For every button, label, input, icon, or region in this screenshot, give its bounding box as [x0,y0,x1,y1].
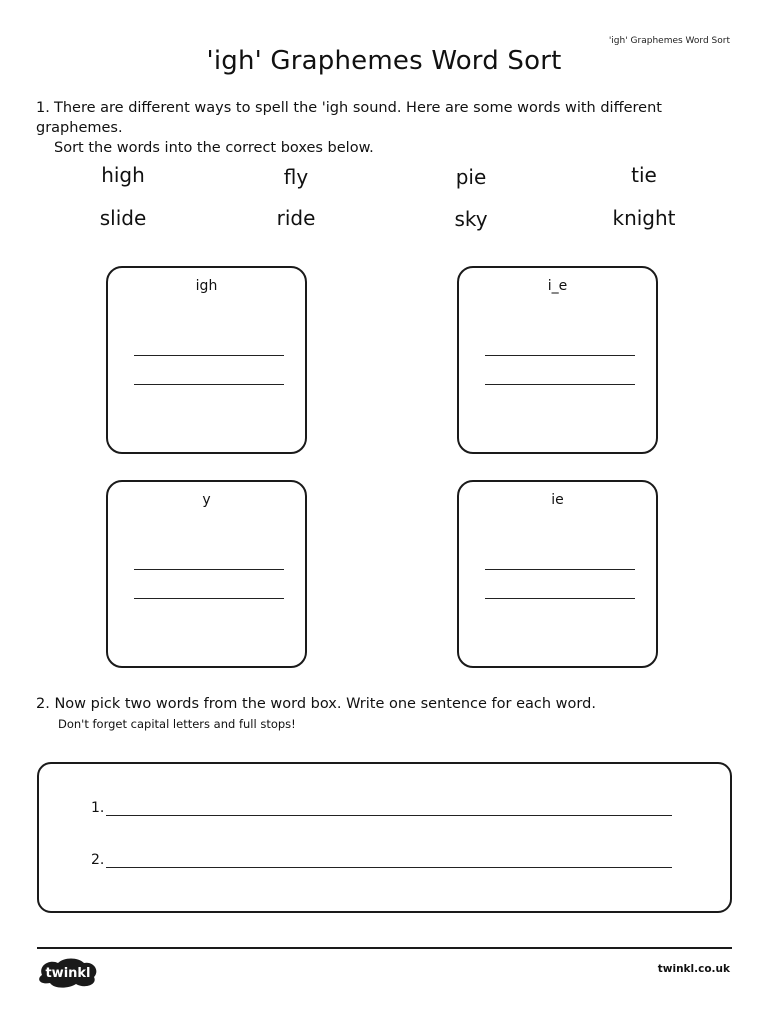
word-item: pie [455,165,487,189]
word-item: ride [276,206,316,230]
question-1-line-1: There are different ways to spell the 'igh sound. Here are some words with different graphemes. [36,100,662,136]
sort-box-ie [457,480,658,668]
sort-box-label: ie [551,492,564,508]
word-item: sky [454,207,488,231]
question-1-number: 1. [36,100,50,116]
word-item: tie [631,163,657,187]
sentence-line[interactable] [106,801,672,816]
question-2: 2. Now pick two words from the word box. Write one sentence for each word. [36,696,596,712]
question-1 [36,98,746,158]
answer-line[interactable] [134,384,284,385]
logo-text: twinkl [45,966,91,981]
sort-box-i-e [457,266,658,454]
word-item: slide [99,206,147,230]
footer-divider [37,947,732,949]
site-url[interactable]: twinkl.co.uk [657,963,730,975]
twinkl-logo[interactable] [36,955,100,989]
answer-line[interactable] [134,355,284,356]
sentence-box [37,762,732,913]
question-2-hint: Don't forget capital letters and full stops! [58,717,296,731]
sort-box-igh [106,266,307,454]
word-item: fly [283,165,309,189]
word-item: knight [612,206,676,230]
sentence-number: 2. [91,852,105,868]
answer-line[interactable] [485,569,635,570]
sentence-row [91,800,672,816]
question-1-line-2: Sort the words into the correct boxes below. [54,140,374,156]
sentence-row [91,852,672,868]
answer-line[interactable] [485,384,635,385]
sort-box-label: y [202,492,211,508]
answer-line[interactable] [134,598,284,599]
sentence-number: 1. [91,800,105,816]
answer-line[interactable] [134,569,284,570]
header-note: 'igh' Graphemes Word Sort [608,36,730,46]
sort-box-y [106,480,307,668]
answer-line[interactable] [485,598,635,599]
sort-box-label: igh [195,278,218,294]
answer-line[interactable] [485,355,635,356]
sort-box-label: i_e [547,278,568,294]
word-item: high [101,163,145,187]
page-title: 'igh' Graphemes Word Sort [206,46,562,76]
sentence-line[interactable] [106,853,672,868]
